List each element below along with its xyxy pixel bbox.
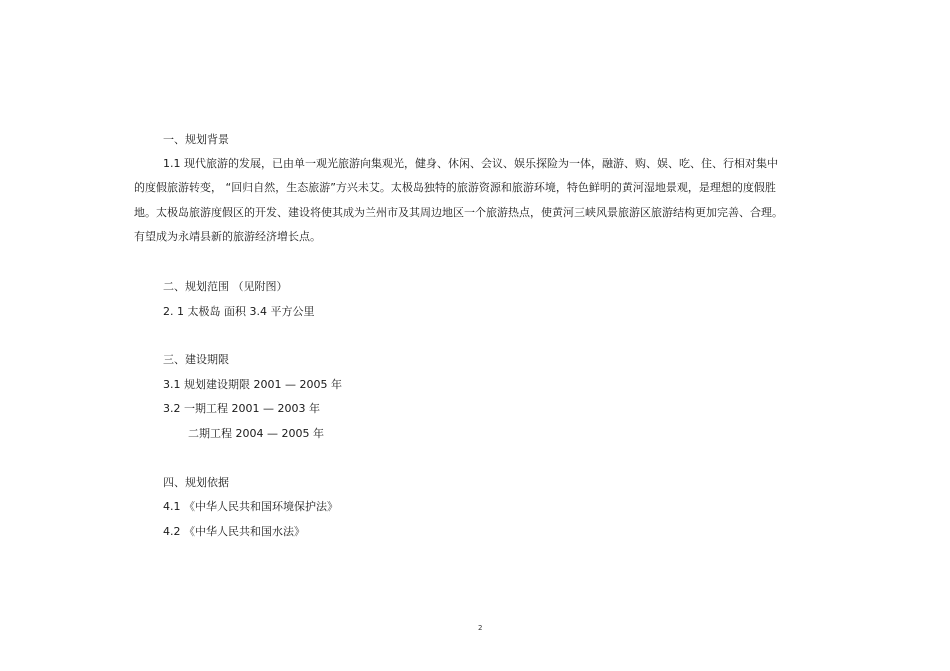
list-item-2-1: 2. 1 太极岛 面积 3.4 平方公里 (163, 305, 315, 318)
list-item-4-2: 4.2 《中华人民共和国水法》 (163, 525, 305, 538)
list-item-3-1: 3.1 规划建设期限 2001 — 2005 年 (163, 378, 342, 391)
list-item-3-2-phase2: 二期工程 2004 — 2005 年 (188, 427, 324, 440)
section-heading-background: 一、规划背景 (163, 133, 229, 146)
paragraph-line-2: 的度假旅游转变， “回归自然，生态旅游”方兴未艾。太极岛独特的旅游资源和旅游环境，特色鲜明的黄河湿地景观，是理想的度假胜 (134, 181, 776, 194)
list-item-3-2: 3.2 一期工程 2001 — 2003 年 (163, 402, 320, 415)
paragraph-line-4: 有望成为永靖县新的旅游经济增长点。 (134, 230, 321, 243)
section-heading-scope: 二、规划范围 （见附图） (163, 280, 288, 293)
list-item-4-1: 4.1 《中华人民共和国环境保护法》 (163, 500, 338, 513)
section-heading-basis: 四、规划依据 (163, 476, 229, 489)
paragraph-line-3: 地。太极岛旅游度假区的开发、建设将使其成为兰州市及其周边地区一个旅游热点，使黄河三峡风景旅游区旅游结构更加完善、合理。 (134, 206, 783, 219)
paragraph-line-1: 1.1 现代旅游的发展，已由单一观光旅游向集观光，健身、休闲、会议、娱乐探险为一体，融游、购、娱、吃、住、行相对集中 (163, 157, 778, 170)
page-number: 2 (478, 624, 483, 632)
section-heading-period: 三、建设期限 (163, 353, 229, 366)
